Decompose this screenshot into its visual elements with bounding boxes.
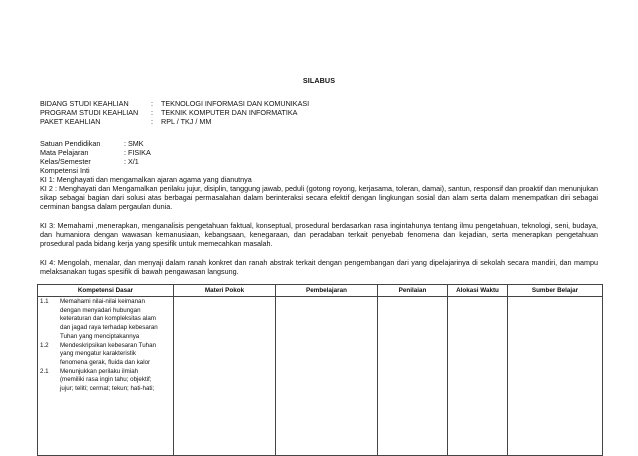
header-value-program: TEKNIK KOMPUTER DAN INFORMATIKA xyxy=(161,108,298,117)
header-sep-program: : xyxy=(151,108,153,117)
kd-number: 2.1 xyxy=(40,367,49,375)
kd-line: dan jagad raya terhadap kebesaran xyxy=(60,324,158,332)
meta-label-kelas: Kelas/Semester xyxy=(40,157,91,166)
cell-kompetensi-dasar xyxy=(38,297,174,456)
cell-penilaian xyxy=(378,297,448,456)
meta-label-mapel: Mata Pelajaran xyxy=(40,148,89,157)
kompetensi-inti-heading: Kompetensi Inti xyxy=(40,166,90,175)
header-label-bidang: BIDANG STUDI KEAHLIAN xyxy=(40,99,129,108)
kd-line: Mendeskripsikan kebesaran Tuhan xyxy=(60,341,156,349)
col-pembelajaran: Pembelajaran xyxy=(276,285,378,297)
meta-label-satuan: Satuan Pendidikan xyxy=(40,139,101,148)
kd-line: jujur; teliti; cermat; tekun; hati-hati; xyxy=(60,385,155,393)
col-materi-pokok: Materi Pokok xyxy=(174,285,276,297)
col-kompetensi-dasar: Kompetensi Dasar xyxy=(38,285,174,297)
header-label-program: PROGRAM STUDI KEAHLIAN xyxy=(40,108,139,117)
ki-1: KI 1: Menghayati dan mengamalkan ajaran agama yang dianutnya xyxy=(40,175,252,184)
kd-number: 1.2 xyxy=(40,341,49,349)
kd-line: dengan menyadari hubungan xyxy=(60,306,141,314)
kd-line: (memiliki rasa ingin tahu; objektif; xyxy=(60,376,152,384)
cell-materi-pokok xyxy=(174,297,276,456)
kd-number: 1.1 xyxy=(40,298,49,305)
kd-line: Menunjukkan perilaku ilmiah xyxy=(60,367,139,375)
ki-3: KI 3: Memahami ,menerapkan, menganalisis pengetahuan faktual, konseptual, prosedural berdasarkan rasa ingintahunya tentang ilmu pengetahuan, teknologi, seni, budaya, dan humaniora dengan wawasan kemanusiaan, kebangsaan, kenegaraan, dan peradaban terkait penyebab fenomena dan kejadian, serta menerapkan pengetahuan prosedural pada bidang kerja yang spesifik untuk memecahkan masalah. xyxy=(40,221,598,249)
col-penilaian: Penilaian xyxy=(378,285,448,297)
kd-line: fenomena gerak, fluida dan kalor xyxy=(60,358,151,366)
header-value-bidang: TEKNOLOGI INFORMASI DAN KOMUNIKASI xyxy=(161,99,310,108)
header-sep-bidang: : xyxy=(151,99,153,108)
kd-line: Tuhan yang menciptakannya xyxy=(60,332,140,340)
ki-4: KI 4: Mengolah, menalar, dan menyaji dalam ranah konkret dan ranah abstrak terkait dengan pengembangan dari yang dipelajarinya di sekolah secara mandiri, dan mampu melaksanakan tugas spesifik di bawah pengawasan langsung. xyxy=(40,258,598,277)
header-label-paket: PAKET KEAHLIAN xyxy=(40,117,101,126)
col-alokasi-waktu: Alokasi Waktu xyxy=(448,285,508,297)
header-sep-paket: : xyxy=(151,117,153,126)
header-value-paket: RPL / TKJ / MM xyxy=(161,117,212,126)
meta-value-satuan: : SMK xyxy=(124,139,144,148)
kd-line: yang mengatur karakteristik xyxy=(60,350,137,358)
table-row xyxy=(38,297,603,456)
cell-pembelajaran xyxy=(276,297,378,456)
cell-alokasi-waktu xyxy=(448,297,508,456)
ki-2: KI 2 : Menghayati dan Mengamalkan perilaku jujur, disiplin, tanggung jawab, peduli (gotong royong, kerjasama, toleran, damai), santun, responsif dan proaktif dan menunjukan sikap sebagai bagian dari solusi atas berbagai permasalahan dalam berinteraksi secara efektif dengan lingkungan sosial dan alam serta dalam menempatkan diri sebagai cerminan bangsa dalam pergaulan dunia. xyxy=(40,184,598,212)
meta-value-kelas: : X/1 xyxy=(124,157,139,166)
table-header-row xyxy=(38,285,603,297)
syllabus-table xyxy=(37,284,603,456)
kd-line: Memahami nilai-nilai keimanan xyxy=(60,298,145,305)
col-sumber-belajar: Sumber Belajar xyxy=(508,285,603,297)
meta-value-mapel: : FISIKA xyxy=(124,148,151,157)
kd-line: keteraturan dan kompleksitas alam xyxy=(60,315,156,323)
document-title: SILABUS xyxy=(302,76,336,85)
cell-sumber-belajar xyxy=(508,297,603,456)
